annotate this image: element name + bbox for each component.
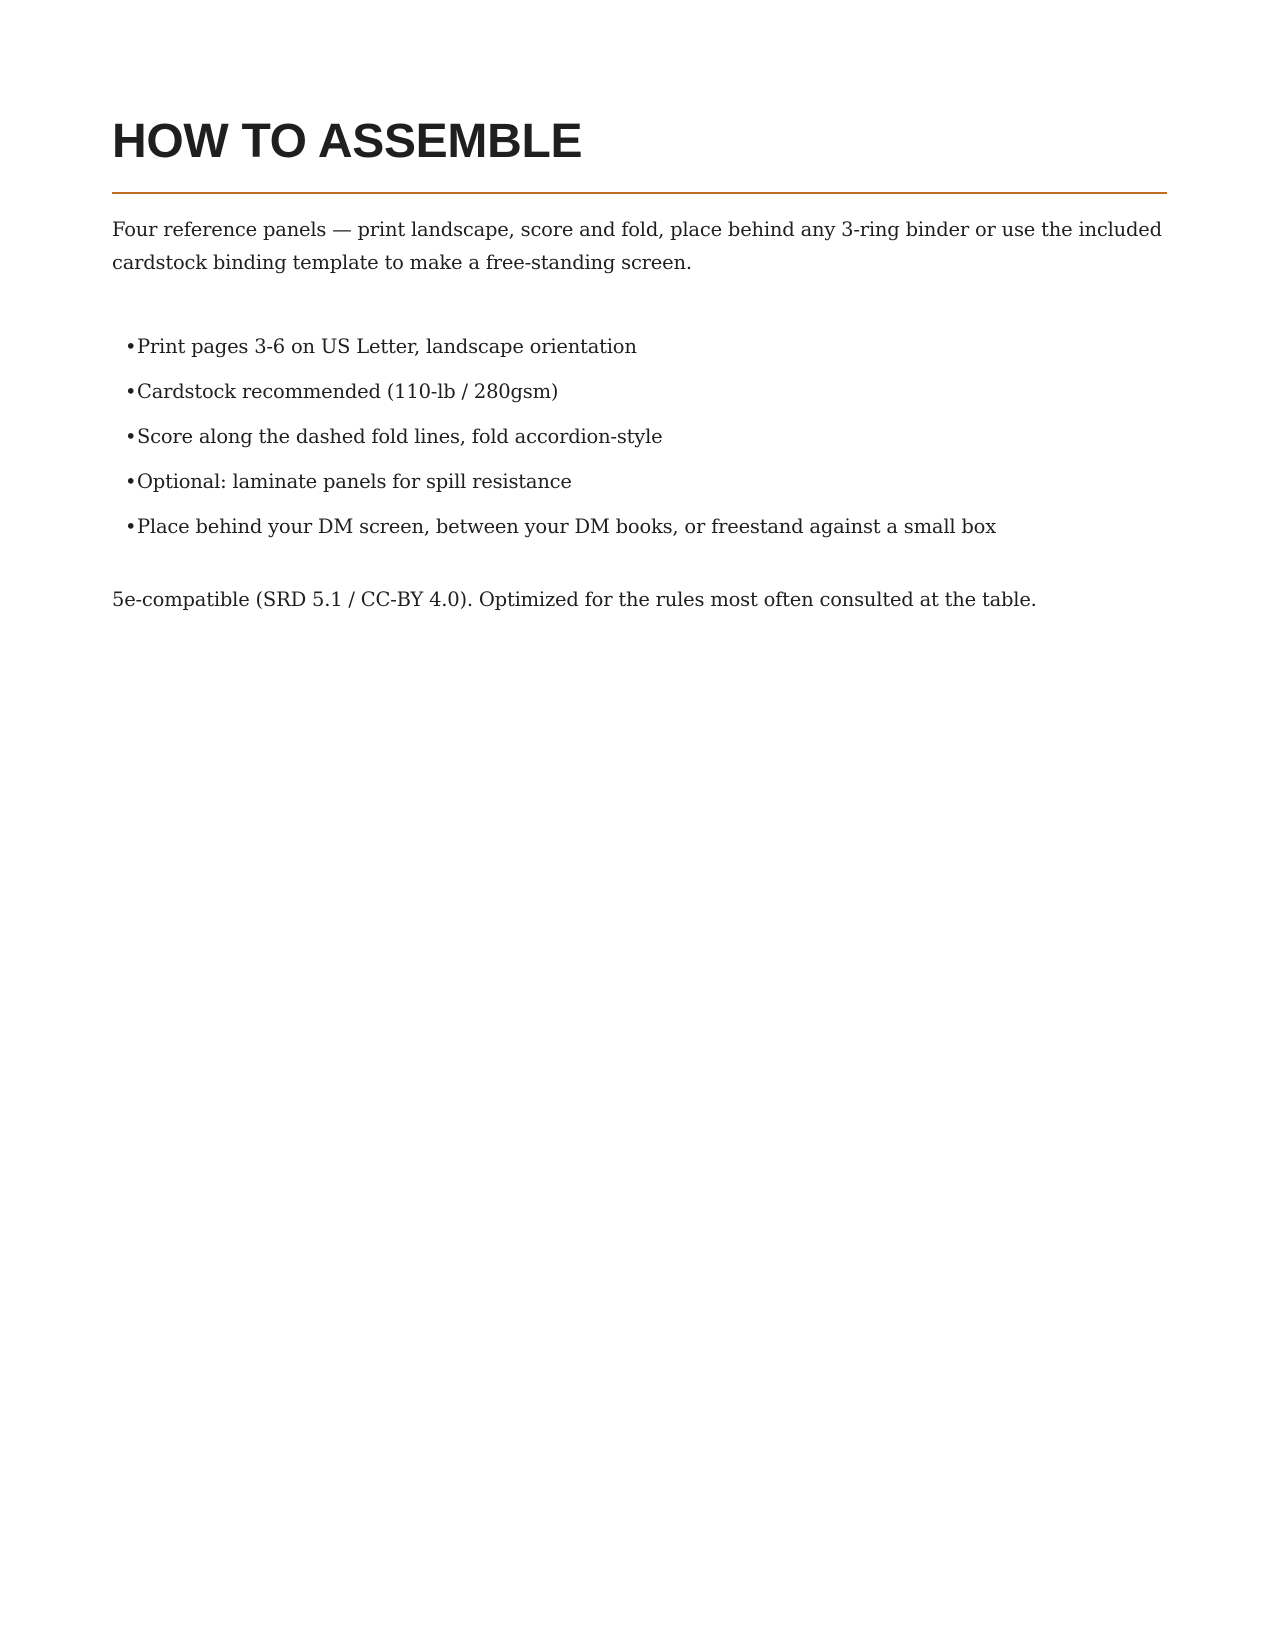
list-item xyxy=(125,378,1167,405)
bullet-icon: • xyxy=(125,335,137,358)
list-item-text: Score along the dashed fold lines, fold accordion-style xyxy=(137,425,663,448)
bullet-icon: • xyxy=(125,470,137,493)
list-item xyxy=(125,333,1167,360)
assembly-steps-list xyxy=(112,333,1167,540)
bullet-icon: • xyxy=(125,515,137,538)
intro-paragraph: Four reference panels — print landscape, score and fold, place behind any 3-ring binder or use the included cardstock binding template to make a free-standing screen. xyxy=(112,218,1162,274)
list-item-text: Print pages 3-6 on US Letter, landscape orientation xyxy=(137,335,637,358)
list-item-text: Cardstock recommended (110-lb / 280gsm) xyxy=(137,380,559,403)
list-item xyxy=(125,468,1167,495)
list-item-text: Optional: laminate panels for spill resistance xyxy=(137,470,572,493)
bullet-icon: • xyxy=(125,380,137,403)
page-content xyxy=(112,108,1167,613)
title-divider xyxy=(112,192,1167,194)
list-item-text: Place behind your DM screen, between your DM books, or freestand against a small box xyxy=(137,515,997,538)
list-item xyxy=(125,513,1167,540)
compatibility-note: 5e-compatible (SRD 5.1 / CC-BY 4.0). Optimized for the rules most often consulted at the table. xyxy=(112,588,1037,611)
list-item xyxy=(125,423,1167,450)
bullet-icon: • xyxy=(125,425,137,448)
page-title: HOW TO ASSEMBLE xyxy=(112,115,583,168)
